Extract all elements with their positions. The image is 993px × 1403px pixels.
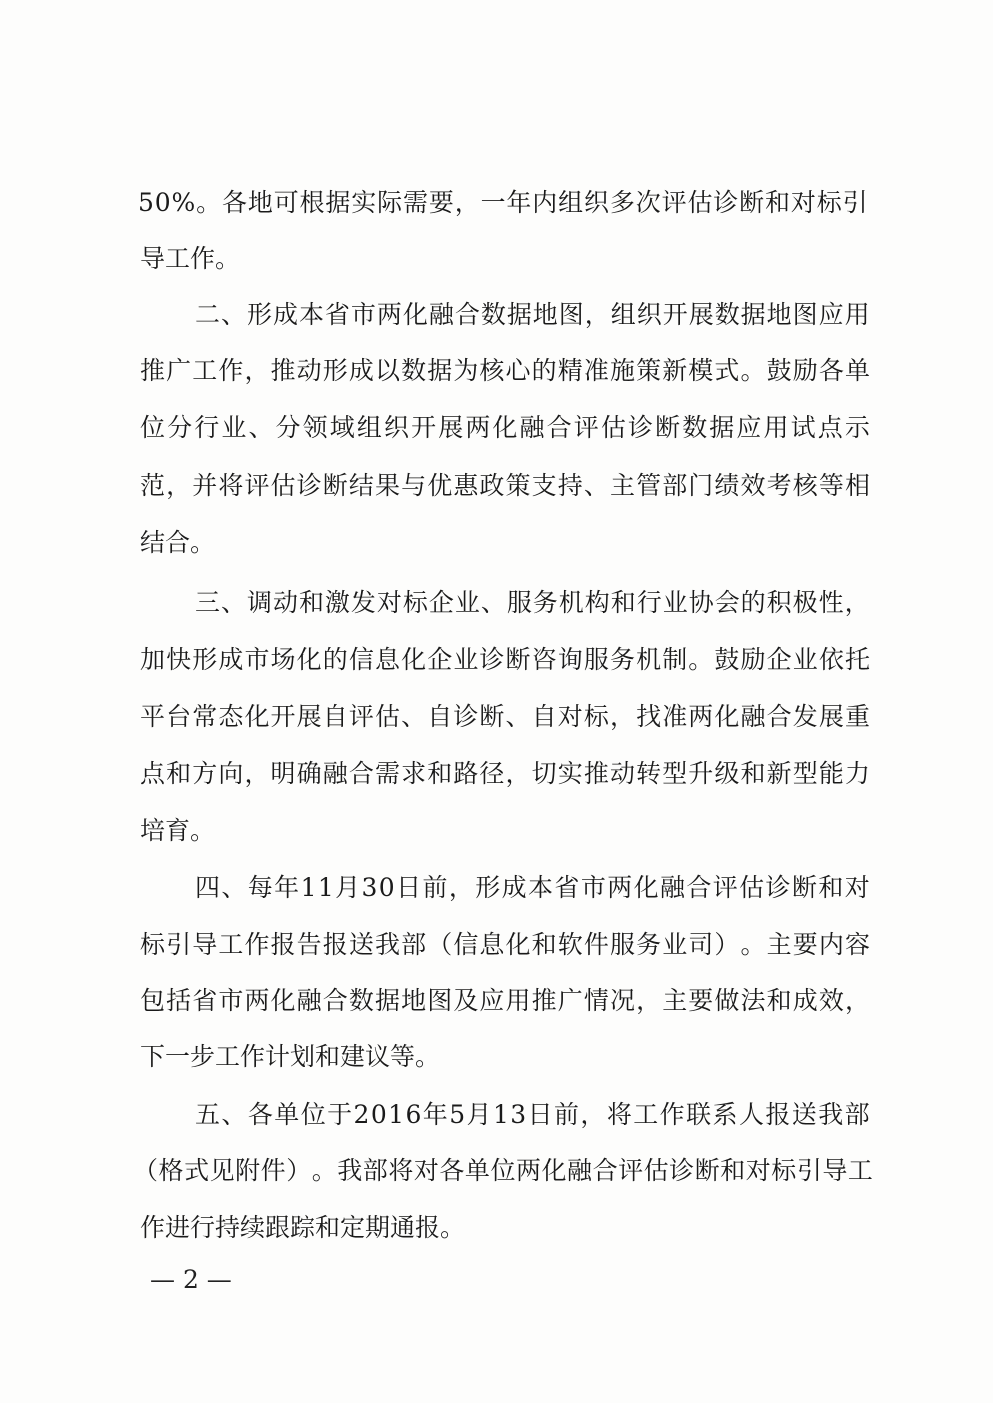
- text-line-content: 培育。: [140, 816, 216, 845]
- text-line: [140, 239, 440, 279]
- page-number: — 2 —: [150, 1265, 232, 1294]
- text-line: [140, 925, 870, 965]
- text-line-content: 范 ， 并 将 评 估 诊 断 结 果 与 优 惠 政 策 支 持 、 主 管 部 门 绩 效 考 核 等 相: [140, 471, 870, 500]
- text-line: [195, 295, 870, 335]
- text-line: [140, 523, 440, 563]
- text-line: [195, 1095, 870, 1135]
- text-line: [140, 1208, 540, 1248]
- text-line-content: 标 引 导 工 作 报 告 报 送 我 部 （ 信 息 化 和 软 件 服 务 业 司 ） 。 主 要 内 容: [140, 930, 870, 959]
- text-line: [140, 811, 440, 851]
- text-line: [138, 183, 868, 223]
- text-line-content: 四 、 每 年 1 1 月 3 0 日 前 ， 形 成 本 省 市 两 化 融 合 评 估 诊 断 和 对: [195, 873, 870, 902]
- text-line: [195, 868, 870, 908]
- text-line-content: 五 、 各 单 位 于 2 0 1 6 年 5 月 1 3 日 前 ， 将 工 作 联 系 人 报 送 我 部: [195, 1100, 870, 1129]
- text-line-content: 推 广 工 作 ， 推 动 形 成 以 数 据 为 核 心 的 精 准 施 策 新 模 式 。 鼓 励 各 单: [140, 356, 870, 385]
- text-line-content: 作进行持续跟踪和定期通报。: [140, 1213, 466, 1242]
- text-line: [140, 981, 870, 1021]
- text-line-content: 位 分 行 业 、 分 领 域 组 织 开 展 两 化 融 合 评 估 诊 断 数 据 应 用 试 点 示: [140, 413, 870, 442]
- text-line-content: 二 、 形 成 本 省 市 两 化 融 合 数 据 地 图 ， 组 织 开 展 数 据 地 图 应 用: [195, 300, 870, 329]
- text-line-content: 下一步工作计划和建议等。: [140, 1042, 441, 1071]
- text-line-content: 三 、 调 动 和 激 发 对 标 企 业 、 服 务 机 构 和 行 业 协 会 的 积 极 性 ，: [195, 588, 870, 617]
- text-line: [140, 640, 870, 680]
- text-line-content: （ 格 式 见 附 件 ） 。 我 部 将 对 各 单 位 两 化 融 合 评 估 诊 断 和 对 标 引 导 工: [133, 1156, 873, 1185]
- text-line: [140, 697, 870, 737]
- text-line: [140, 408, 870, 448]
- text-line: [140, 754, 870, 794]
- text-line: [140, 1037, 540, 1077]
- text-line: [140, 466, 870, 506]
- text-line: [133, 1151, 873, 1191]
- text-line-content: 加 快 形 成 市 场 化 的 信 息 化 企 业 诊 断 咨 询 服 务 机 制 。 鼓 励 企 业 依 托: [140, 645, 870, 674]
- text-line-content: 结合。: [140, 528, 216, 557]
- text-line: [140, 351, 870, 391]
- text-line-content: 包 括 省 市 两 化 融 合 数 据 地 图 及 应 用 推 广 情 况 ， 主 要 做 法 和 成 效 ，: [140, 986, 870, 1015]
- text-line-content: 5 0 % 。 各 地 可 根 据 实 际 需 要 ， 一 年 内 组 织 多 次 评 估 诊 断 和 对 标 引: [138, 188, 868, 217]
- text-line: [195, 583, 870, 623]
- text-line-content: 点 和 方 向 ， 明 确 融 合 需 求 和 路 径 ， 切 实 推 动 转 型 升 级 和 新 型 能 力: [140, 759, 870, 788]
- text-line-content: 导工作。: [140, 244, 241, 273]
- text-line-content: 平 台 常 态 化 开 展 自 评 估 、 自 诊 断 、 自 对 标 ， 找 准 两 化 融 合 发 展 重: [140, 702, 870, 731]
